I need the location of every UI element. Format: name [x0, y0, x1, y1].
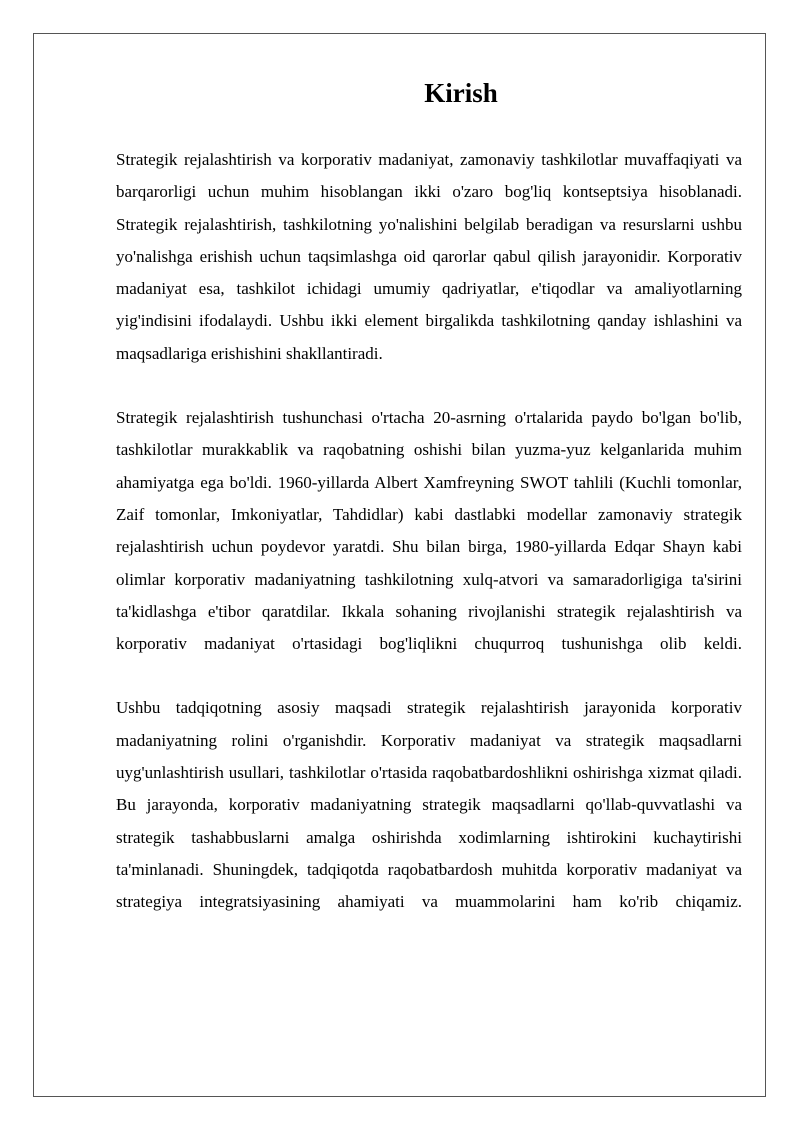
- paragraph-history: Strategik rejalashtirish tushunchasi o'rtacha 20-asrning o'rtalarida paydo bo'lgan bo'lib, tashkilotlar murakkablik va raqobatning oshishi bilan yuzma-yuz kelganlarida muhim ahamiyatga ega bo'ldi. 1960-yillarda Albert Xamfreyning SWOT tahlili (Kuchli tomonlar, Zaif tomonlar, Imkoniyatlar, Tahdidlar) kabi dastlabki modellar zamonaviy strategik rejalashtirish uchun poydevor yaratdi. Shu bilan birga, 1980-yillarda Edqar Shayn kabi olimlar korporativ madaniyatning tashkilotning xulq-atvori va samaradorligiga ta'sirini ta'kidlashga e'tibor qaratdilar. Ikkala sohaning rivojlanishi strategik rejalashtirish va korporativ madaniyat o'rtasidagi bog'liqlikni chuqurroq tushunishga olib keldi.: [116, 408, 742, 654]
- document-body: [116, 72, 742, 919]
- paragraph-goal: Ushbu tadqiqotning asosiy maqsadi strategik rejalashtirish jarayonida korporativ madaniyatning rolini o'rganishdir. Korporativ madaniyat va strategik maqsadlarni uyg'unlashtirish usullari, tashkilotlar o'rtasida raqobatbardoshlikni oshirishga xizmat qiladi. Bu jarayonda, korporativ madaniyatning strategik maqsadlarni qo'llab-quvvatlashi va strategik tashabbuslarni amalga oshirishda xodimlarning ishtirokini kuchaytirishi ta'minlanadi. Shuningdek, tadqiqotda raqobatbardosh muhitda korporativ madaniyat va strategiya integratsiyasining ahamiyati va muammolarini ham ko'rib chiqamiz.: [116, 698, 742, 912]
- document-title: Kirish: [424, 78, 498, 108]
- paragraph-intro: Strategik rejalashtirish va korporativ madaniyat, zamonaviy tashkilotlar muvaffaqiyati va barqarorligi uchun muhim hisoblangan ikki o'zaro bog'liq kontseptsiya hisoblanadi. Strategik rejalashtirish, tashkilotning yo'nalishini belgilab beradigan va resurslarni ushbu yo'nalishga erishish uchun taqsimlashga oid qarorlar qabul qilish jarayonidir. Korporativ madaniyat esa, tashkilot ichidagi umumiy qadriyatlar, e'tiqodlar va amaliyotlarning yig'indisini ifodalaydi. Ushbu ikki element birgalikda tashkilotning qanday ishlashini va maqsadlariga erishishini shakllantiradi.: [116, 150, 742, 363]
